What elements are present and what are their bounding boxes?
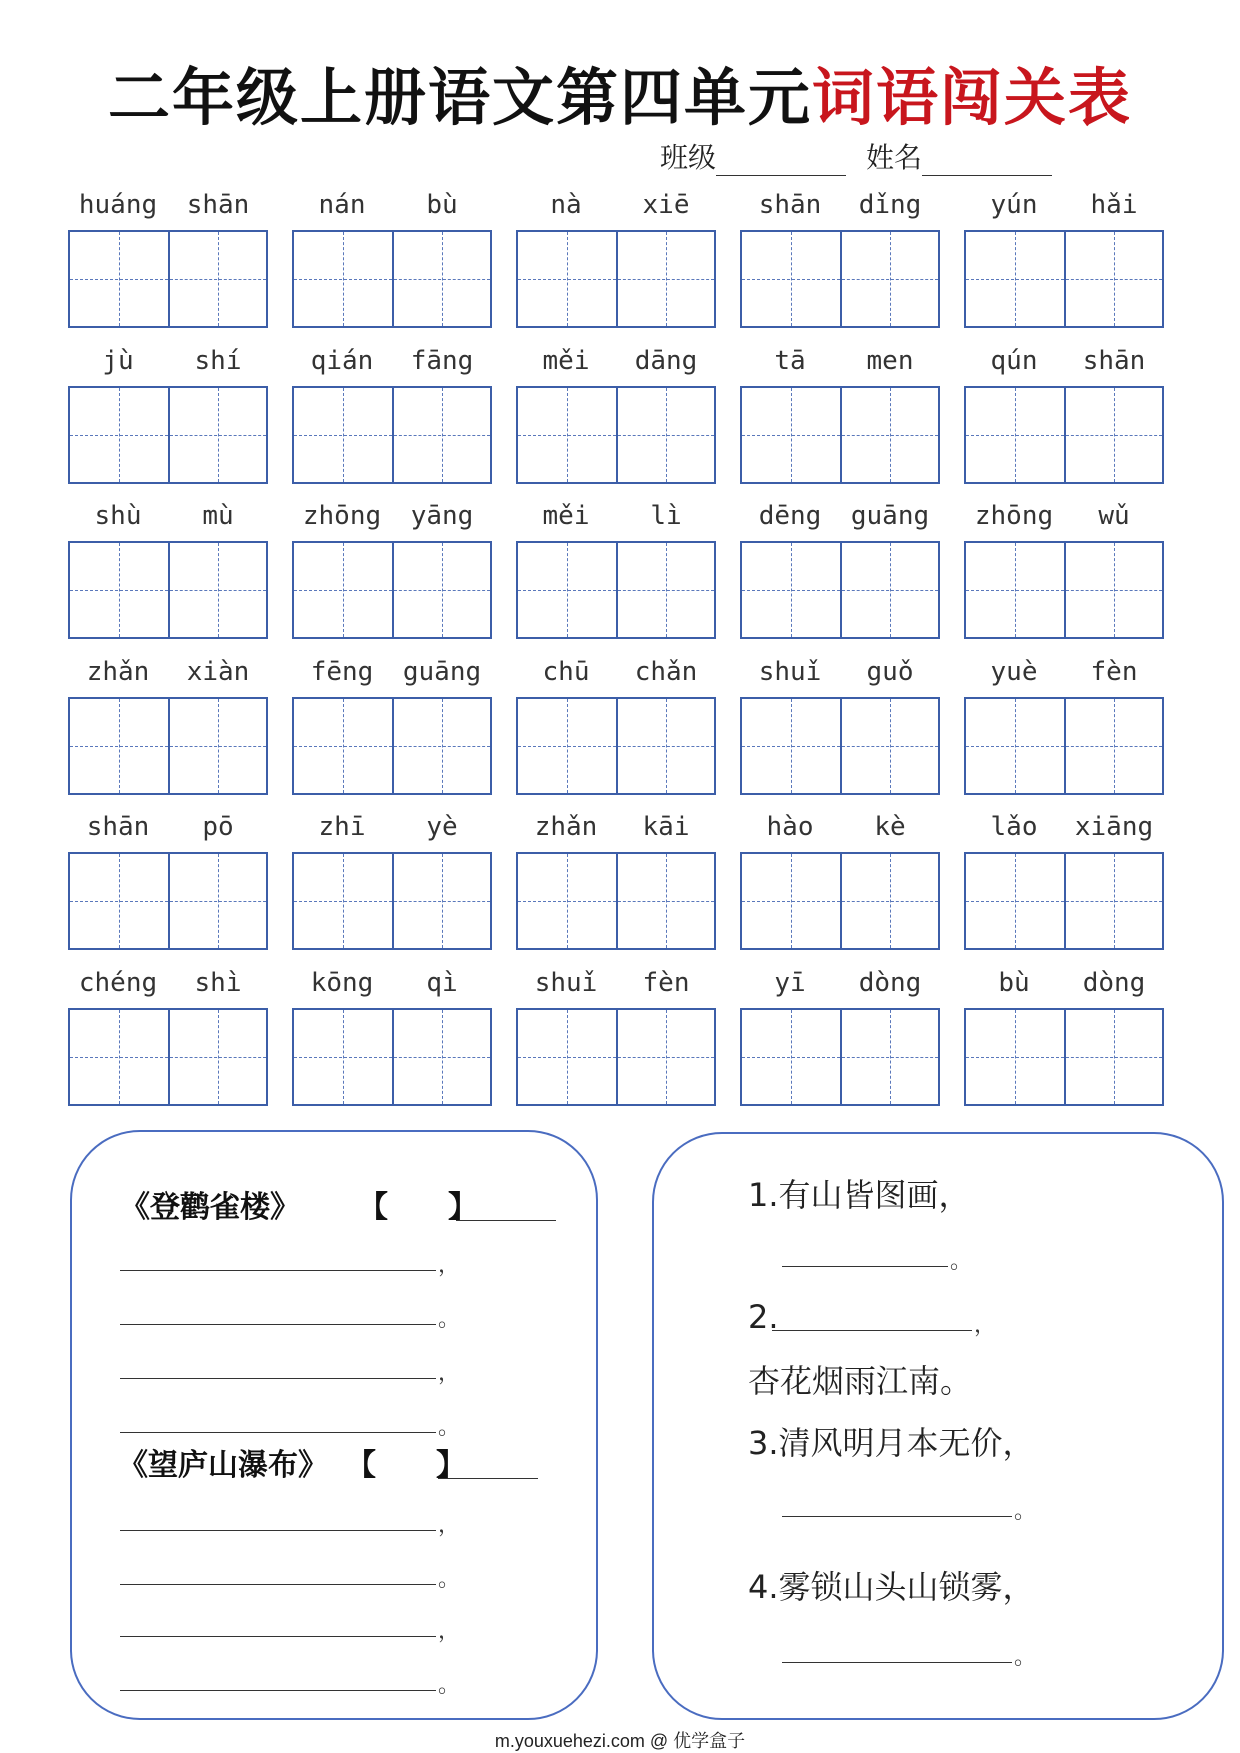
character-cell[interactable] xyxy=(742,854,840,948)
tianzige-boxes xyxy=(292,386,492,484)
pinyin-syllable: zhī xyxy=(318,812,366,842)
character-cell[interactable] xyxy=(518,232,616,326)
character-cell[interactable] xyxy=(392,388,490,482)
tianzige-boxes xyxy=(68,697,268,795)
poem-author-bracket-1: 【 】 xyxy=(358,1190,478,1225)
poem1-line2-blank[interactable] xyxy=(120,1294,436,1325)
period: 。 xyxy=(438,1415,461,1440)
pinyin-syllable: guāng xyxy=(402,657,482,687)
pinyin-syllable: yún xyxy=(990,190,1038,220)
pinyin-syllable: shù xyxy=(94,501,142,531)
pinyin-row xyxy=(292,812,492,848)
character-cell[interactable] xyxy=(294,388,392,482)
pinyin-syllable: jù xyxy=(102,346,134,376)
pinyin-row xyxy=(740,968,940,1004)
character-cell[interactable] xyxy=(616,543,714,637)
pinyin-syllable: qián xyxy=(310,346,374,376)
pinyin-syllable: fāng xyxy=(410,346,474,376)
pinyin-row xyxy=(292,968,492,1004)
pinyin-row xyxy=(68,346,268,382)
character-cell[interactable] xyxy=(966,699,1064,793)
character-cell[interactable] xyxy=(518,699,616,793)
pinyin-syllable: zhōng xyxy=(974,501,1054,531)
class-field[interactable] xyxy=(716,145,846,176)
character-cell[interactable] xyxy=(966,388,1064,482)
pinyin-syllable: men xyxy=(866,346,914,376)
character-cell[interactable] xyxy=(518,388,616,482)
comma: ， xyxy=(438,1361,461,1386)
pinyin-syllable: xiāng xyxy=(1074,812,1154,842)
character-cell[interactable] xyxy=(840,854,938,948)
poem2-line3-blank[interactable] xyxy=(120,1606,436,1637)
tianzige-boxes xyxy=(740,697,940,795)
pinyin-syllable: tā xyxy=(774,346,806,376)
character-cell[interactable] xyxy=(294,854,392,948)
poem2-line2-blank[interactable] xyxy=(120,1554,436,1585)
question-4: 4.雾锁山头山锁雾， xyxy=(748,1568,1035,1606)
pinyin-syllable: fèn xyxy=(1090,657,1138,687)
pinyin-row xyxy=(68,657,268,693)
pinyin-syllable: guǒ xyxy=(866,657,914,687)
tianzige-boxes xyxy=(740,230,940,328)
class-label: 班级 xyxy=(660,141,717,174)
character-cell[interactable] xyxy=(840,232,938,326)
pinyin-syllable: chǎn xyxy=(634,657,698,687)
question-1-blank[interactable] xyxy=(782,1236,948,1267)
pinyin-syllable: shuǐ xyxy=(758,657,822,687)
pinyin-row xyxy=(292,657,492,693)
pinyin-syllable: fēng xyxy=(310,657,374,687)
footer-source: m.youxuehezi.com @ 优学盒子 xyxy=(494,1731,746,1751)
pinyin-syllable: shān xyxy=(86,812,150,842)
period: 。 xyxy=(1014,1645,1037,1670)
pinyin-syllable: kè xyxy=(874,812,906,842)
character-cell[interactable] xyxy=(518,1010,616,1104)
tianzige-boxes xyxy=(964,386,1164,484)
tianzige-boxes xyxy=(516,386,716,484)
character-cell[interactable] xyxy=(966,232,1064,326)
name-field[interactable] xyxy=(922,145,1052,176)
pinyin-syllable: xiàn xyxy=(186,657,250,687)
question-4-blank[interactable] xyxy=(782,1632,1012,1663)
tianzige-boxes xyxy=(964,852,1164,950)
pinyin-syllable: qún xyxy=(990,346,1038,376)
comma: ， xyxy=(974,1313,997,1338)
pinyin-row xyxy=(964,346,1164,382)
pinyin-row xyxy=(964,657,1164,693)
pinyin-syllable: hǎi xyxy=(1090,190,1138,220)
pinyin-syllable: wǔ xyxy=(1098,501,1130,531)
pinyin-row xyxy=(516,346,716,382)
pinyin-row xyxy=(740,657,940,693)
character-cell[interactable] xyxy=(616,232,714,326)
character-cell[interactable] xyxy=(294,232,392,326)
tianzige-boxes xyxy=(68,541,268,639)
pinyin-row xyxy=(516,968,716,1004)
pinyin-syllable: shí xyxy=(194,346,242,376)
pinyin-row xyxy=(964,812,1164,848)
comma: ， xyxy=(438,1619,461,1644)
pinyin-syllable: yuè xyxy=(990,657,1038,687)
character-cell[interactable] xyxy=(840,388,938,482)
question-3: 3.清风明月本无价， xyxy=(748,1424,1035,1462)
pinyin-syllable: nà xyxy=(550,190,582,220)
pinyin-row xyxy=(68,812,268,848)
poem1-line3-blank[interactable] xyxy=(120,1348,436,1379)
tianzige-boxes xyxy=(292,230,492,328)
tianzige-boxes xyxy=(292,697,492,795)
character-cell[interactable] xyxy=(966,543,1064,637)
character-cell[interactable] xyxy=(70,232,168,326)
period: 。 xyxy=(950,1249,973,1274)
character-cell[interactable] xyxy=(392,1010,490,1104)
pinyin-syllable: guāng xyxy=(850,501,930,531)
pinyin-syllable: yī xyxy=(774,968,806,998)
character-cell[interactable] xyxy=(616,854,714,948)
character-cell[interactable] xyxy=(518,854,616,948)
tianzige-boxes xyxy=(292,852,492,950)
character-cell[interactable] xyxy=(1064,543,1162,637)
tianzige-boxes xyxy=(516,697,716,795)
name-label: 姓名 xyxy=(866,141,923,174)
tianzige-boxes xyxy=(68,230,268,328)
character-cell[interactable] xyxy=(742,1010,840,1104)
character-cell[interactable] xyxy=(168,232,266,326)
tianzige-boxes xyxy=(68,386,268,484)
character-cell[interactable] xyxy=(70,699,168,793)
character-cell[interactable] xyxy=(392,699,490,793)
character-cell[interactable] xyxy=(742,543,840,637)
pinyin-syllable: pō xyxy=(202,812,234,842)
pinyin-syllable: dòng xyxy=(1082,968,1146,998)
poem1-dynasty-blank[interactable] xyxy=(456,1190,556,1221)
pinyin-syllable: huáng xyxy=(78,190,158,220)
pinyin-row xyxy=(740,190,940,226)
character-cell[interactable] xyxy=(966,854,1064,948)
period: 。 xyxy=(438,1567,461,1592)
pinyin-syllable: měi xyxy=(542,501,590,531)
pinyin-syllable: chéng xyxy=(78,968,158,998)
question-1: 1.有山皆图画， xyxy=(748,1176,971,1214)
tianzige-boxes xyxy=(516,541,716,639)
pinyin-syllable: shān xyxy=(758,190,822,220)
pinyin-syllable: zhǎn xyxy=(86,657,150,687)
character-cell[interactable] xyxy=(518,543,616,637)
pinyin-row xyxy=(964,501,1164,537)
tianzige-boxes xyxy=(964,1008,1164,1106)
pinyin-row xyxy=(740,812,940,848)
tianzige-boxes xyxy=(964,697,1164,795)
pinyin-row xyxy=(516,501,716,537)
pinyin-syllable: yāng xyxy=(410,501,474,531)
pinyin-syllable: mù xyxy=(202,501,234,531)
pinyin-syllable: dāng xyxy=(634,346,698,376)
period: 。 xyxy=(438,1307,461,1332)
poem1-line1-blank[interactable] xyxy=(120,1240,436,1271)
character-cell[interactable] xyxy=(168,1010,266,1104)
page-title xyxy=(0,48,1240,137)
character-cell[interactable] xyxy=(168,543,266,637)
pinyin-row xyxy=(516,190,716,226)
tianzige-boxes xyxy=(68,852,268,950)
comma: ， xyxy=(438,1253,461,1278)
pinyin-syllable: zhǎn xyxy=(534,812,598,842)
pinyin-row xyxy=(68,501,268,537)
character-cell[interactable] xyxy=(168,699,266,793)
poem-title-2: 《望庐山瀑布》 xyxy=(118,1448,328,1483)
character-cell[interactable] xyxy=(70,1010,168,1104)
character-cell[interactable] xyxy=(616,699,714,793)
pinyin-row xyxy=(292,190,492,226)
question-2-line2: 杏花烟雨江南。 xyxy=(748,1362,973,1400)
tianzige-boxes xyxy=(516,852,716,950)
tianzige-boxes xyxy=(964,230,1164,328)
pinyin-row xyxy=(292,501,492,537)
tianzige-boxes xyxy=(740,541,940,639)
character-cell[interactable] xyxy=(168,388,266,482)
character-cell[interactable] xyxy=(742,699,840,793)
pinyin-row xyxy=(740,346,940,382)
pinyin-syllable: bù xyxy=(426,190,458,220)
tianzige-boxes xyxy=(740,1008,940,1106)
pinyin-row xyxy=(516,657,716,693)
pinyin-syllable: zhōng xyxy=(302,501,382,531)
character-cell[interactable] xyxy=(616,388,714,482)
poem2-line1-blank[interactable] xyxy=(120,1500,436,1531)
pinyin-row xyxy=(740,501,940,537)
tianzige-boxes xyxy=(292,541,492,639)
pinyin-syllable: dēng xyxy=(758,501,822,531)
tianzige-boxes xyxy=(516,1008,716,1106)
comma: ， xyxy=(438,1513,461,1538)
poem-author-bracket-2: 【 】 xyxy=(346,1448,466,1483)
tianzige-boxes xyxy=(964,541,1164,639)
character-cell[interactable] xyxy=(840,1010,938,1104)
pinyin-syllable: shān xyxy=(186,190,250,220)
pinyin-syllable: shān xyxy=(1082,346,1146,376)
pinyin-syllable: shì xyxy=(194,968,242,998)
pinyin-syllable: dòng xyxy=(858,968,922,998)
poem1-line4-blank[interactable] xyxy=(120,1402,436,1433)
period: 。 xyxy=(438,1673,461,1698)
tianzige-boxes xyxy=(740,386,940,484)
character-cell[interactable] xyxy=(840,543,938,637)
tianzige-boxes xyxy=(740,852,940,950)
pinyin-syllable: bù xyxy=(998,968,1030,998)
question-2-blank[interactable] xyxy=(772,1300,972,1331)
character-cell[interactable] xyxy=(392,854,490,948)
character-cell[interactable] xyxy=(70,854,168,948)
poem-title-1: 《登鹳雀楼》 xyxy=(120,1190,300,1225)
question-2-number: 2. xyxy=(748,1298,779,1336)
pinyin-row xyxy=(68,190,268,226)
pinyin-syllable: nán xyxy=(318,190,366,220)
pinyin-row xyxy=(516,812,716,848)
student-info xyxy=(660,136,1072,176)
character-cell[interactable] xyxy=(1064,699,1162,793)
character-cell[interactable] xyxy=(1064,854,1162,948)
character-cell[interactable] xyxy=(1064,1010,1162,1104)
pinyin-syllable: shuǐ xyxy=(534,968,598,998)
character-cell[interactable] xyxy=(392,543,490,637)
character-cell[interactable] xyxy=(70,388,168,482)
character-cell[interactable] xyxy=(742,232,840,326)
pinyin-syllable: lì xyxy=(650,501,682,531)
pinyin-syllable: měi xyxy=(542,346,590,376)
pinyin-syllable: xiē xyxy=(642,190,690,220)
pinyin-syllable: chū xyxy=(542,657,590,687)
pinyin-syllable: hào xyxy=(766,812,814,842)
pinyin-syllable: kāi xyxy=(642,812,690,842)
character-cell[interactable] xyxy=(294,543,392,637)
tianzige-boxes xyxy=(292,1008,492,1106)
pinyin-syllable: dǐng xyxy=(858,190,922,220)
poem2-dynasty-blank[interactable] xyxy=(438,1448,538,1479)
character-cell[interactable] xyxy=(294,1010,392,1104)
title-main: 二年级上册语文第四单元 xyxy=(107,61,812,134)
character-cell[interactable] xyxy=(168,854,266,948)
pinyin-syllable: lǎo xyxy=(990,812,1038,842)
pinyin-syllable: qì xyxy=(426,968,458,998)
character-cell[interactable] xyxy=(840,699,938,793)
pinyin-syllable: yè xyxy=(426,812,458,842)
pinyin-row xyxy=(292,346,492,382)
character-cell[interactable] xyxy=(742,388,840,482)
tianzige-boxes xyxy=(516,230,716,328)
pinyin-row xyxy=(964,190,1164,226)
question-3-blank[interactable] xyxy=(782,1486,1012,1517)
period: 。 xyxy=(1014,1499,1037,1524)
title-highlight: 词语闯关表 xyxy=(812,61,1133,134)
character-cell[interactable] xyxy=(294,699,392,793)
character-cell[interactable] xyxy=(616,1010,714,1104)
character-cell[interactable] xyxy=(966,1010,1064,1104)
character-cell[interactable] xyxy=(392,232,490,326)
tianzige-boxes xyxy=(68,1008,268,1106)
pinyin-syllable: fèn xyxy=(642,968,690,998)
pinyin-syllable: kōng xyxy=(310,968,374,998)
character-cell[interactable] xyxy=(1064,232,1162,326)
pinyin-row xyxy=(68,968,268,1004)
character-cell[interactable] xyxy=(1064,388,1162,482)
poem2-line4-blank[interactable] xyxy=(120,1660,436,1691)
pinyin-row xyxy=(964,968,1164,1004)
character-cell[interactable] xyxy=(70,543,168,637)
